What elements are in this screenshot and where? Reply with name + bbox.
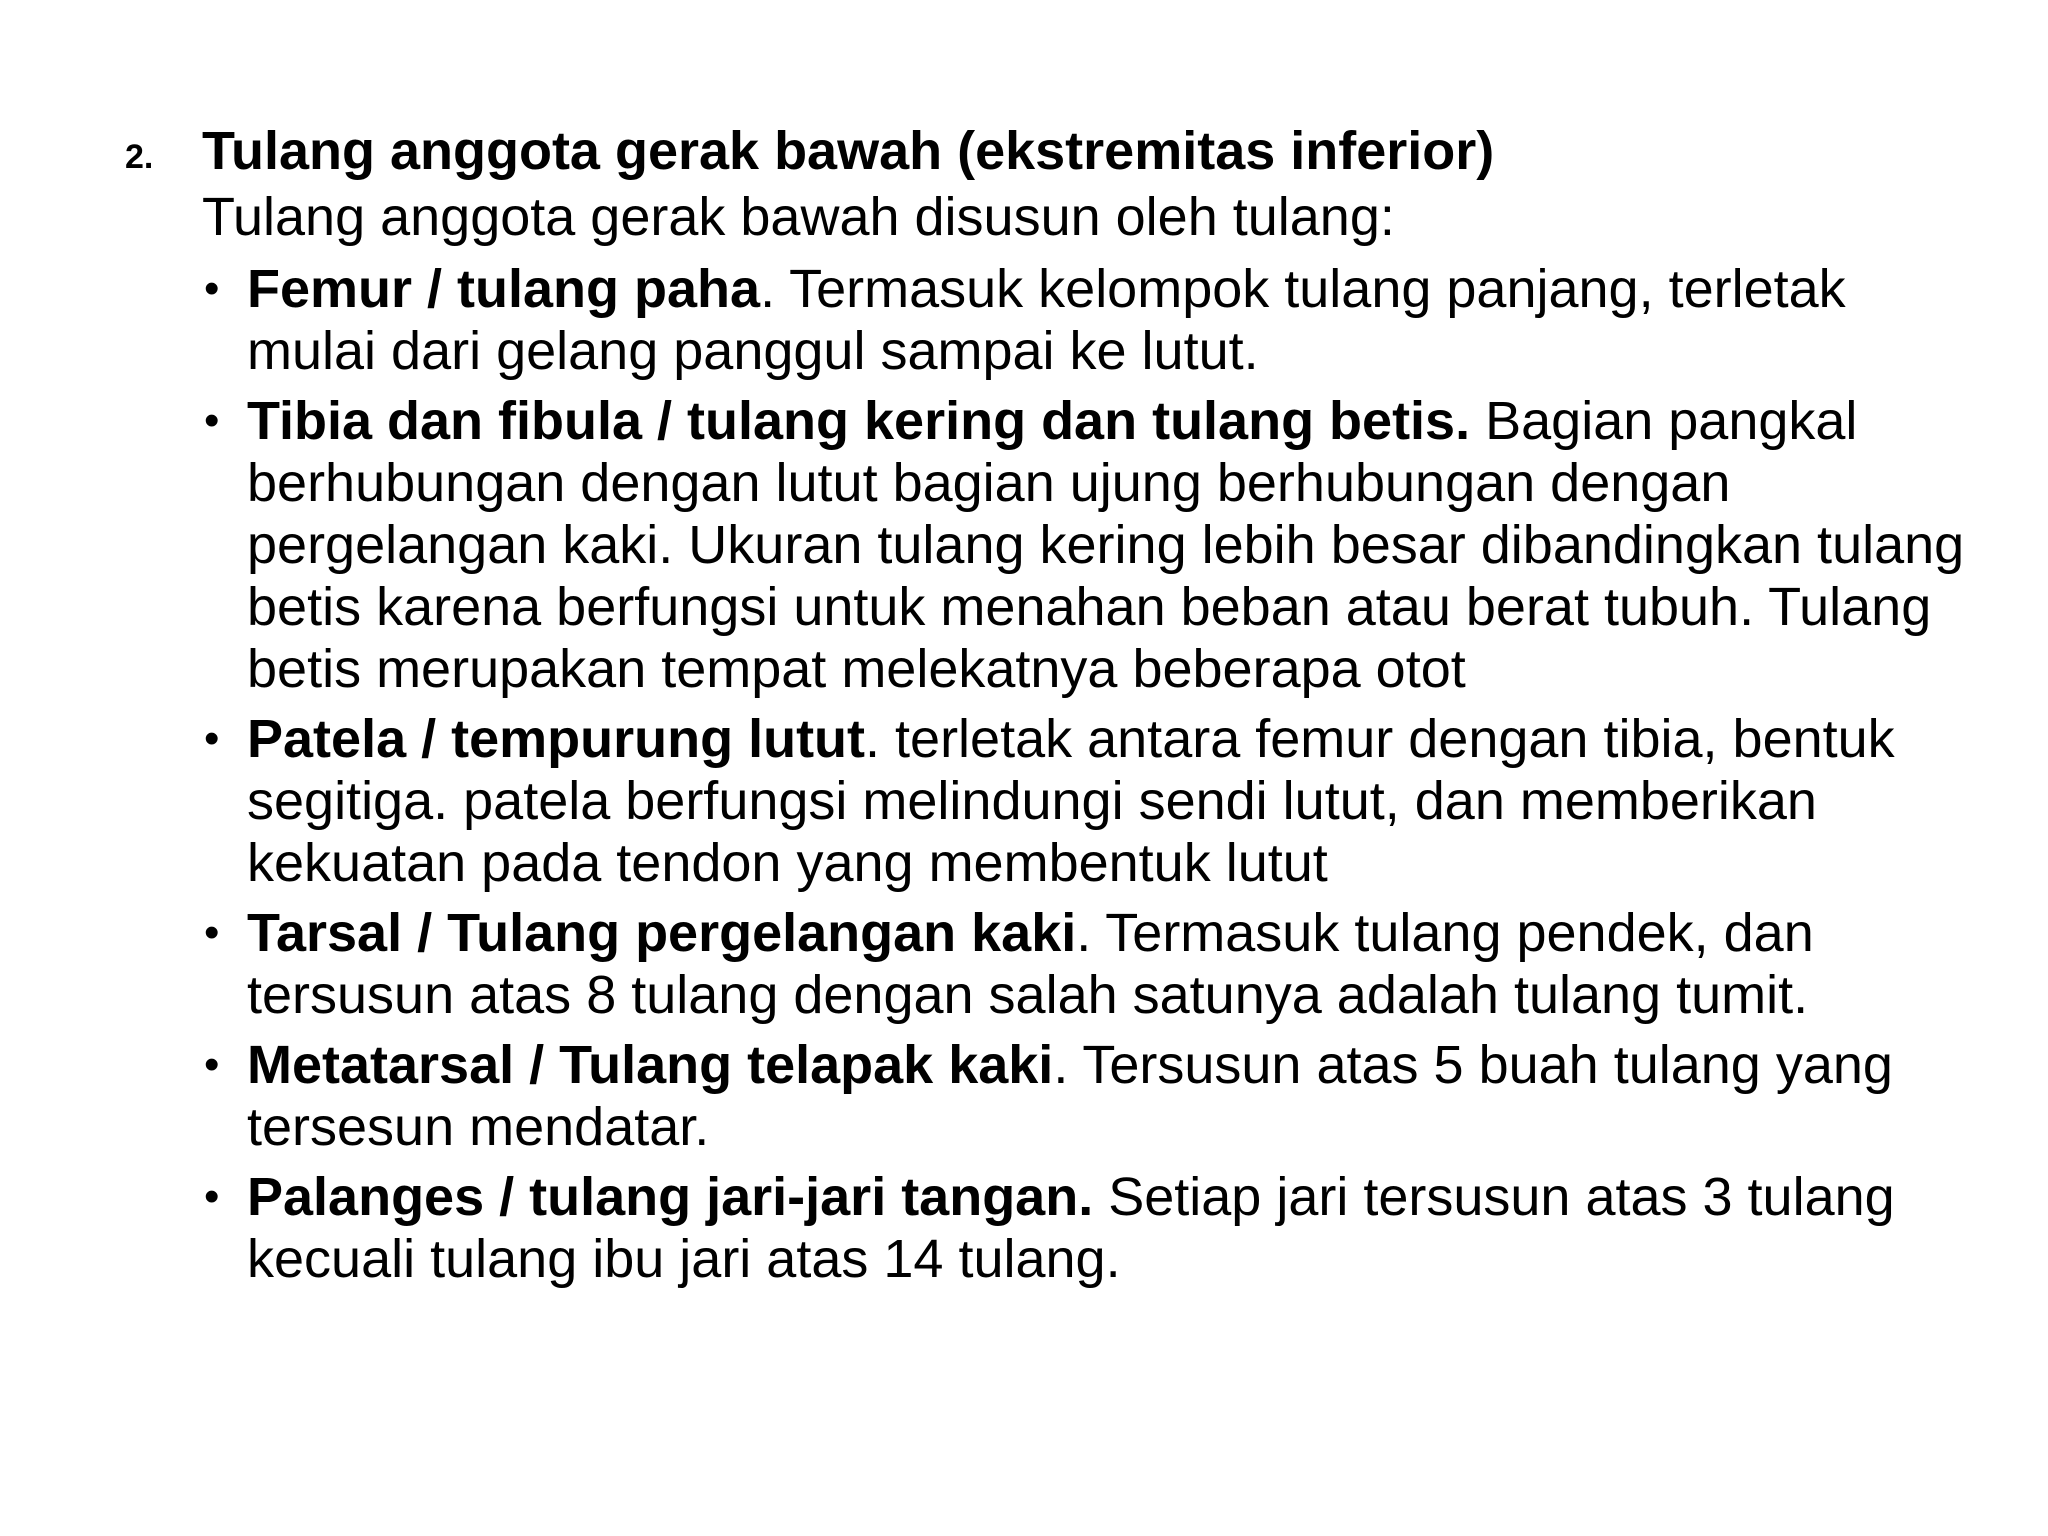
section-title: Tulang anggota gerak bawah (ekstremitas inferior) (202, 121, 1495, 181)
item-text: . Tersusun atas 5 buah tulang yang tersesun mendatar. (247, 1035, 1893, 1157)
section-intro: Tulang anggota gerak bawah disusun oleh tulang: (202, 187, 1395, 247)
bullet-icon: • (204, 714, 220, 763)
list-item-tarsal (202, 902, 1965, 1026)
bullet-icon: • (204, 264, 220, 313)
item-term: Palanges / tulang jari-jari tangan. (247, 1167, 1094, 1227)
list-item-tibia-fibula (202, 390, 1965, 700)
bullet-icon: • (204, 1172, 220, 1221)
list-item-palanges (202, 1166, 1965, 1290)
bullet-icon: • (204, 396, 220, 445)
item-text: Setiap jari tersusun atas 3 tulang kecuali tulang ibu jari atas 14 tulang. (247, 1167, 1895, 1289)
list-item-patela (202, 708, 1965, 894)
bullet-icon: • (204, 1040, 220, 1089)
item-text: . Termasuk tulang pendek, dan tersusun atas 8 tulang dengan salah satunya adalah tulang tumit. (247, 903, 1814, 1025)
item-term: Patela / tempurung lutut (247, 709, 866, 769)
section-heading (125, 118, 1965, 184)
list-item-femur (202, 258, 1965, 382)
section-number: 2. (125, 138, 154, 176)
item-term: Tarsal / Tulang pergelangan kaki (247, 903, 1077, 963)
item-term: Tibia dan fibula / tulang kering dan tulang betis. (247, 391, 1471, 451)
item-text: . Termasuk kelompok tulang panjang, terletak mulai dari gelang panggul sampai ke lutut. (247, 259, 1846, 381)
list-item-metatarsal (202, 1034, 1965, 1158)
item-text: . terletak antara femur dengan tibia, bentuk segitiga. patela berfungsi melindungi sendi lutut, dan memberikan kekuatan pada tendon yang membentuk lutut (247, 709, 1895, 893)
bullet-icon: • (204, 908, 220, 957)
item-term: Metatarsal / Tulang telapak kaki (247, 1035, 1054, 1095)
item-term: Femur / tulang paha (247, 259, 761, 319)
slide-content (125, 118, 1965, 1290)
item-text: Bagian pangkal berhubungan dengan lutut bagian ujung berhubungan dengan pergelangan kaki. Ukuran tulang kering lebih besar dibandingkan tulang betis karena berfungsi untuk menahan beban atau berat tubuh. Tulang betis merupakan tempat melekatnya beberapa otot (247, 391, 1965, 699)
bone-list (125, 258, 1965, 1290)
